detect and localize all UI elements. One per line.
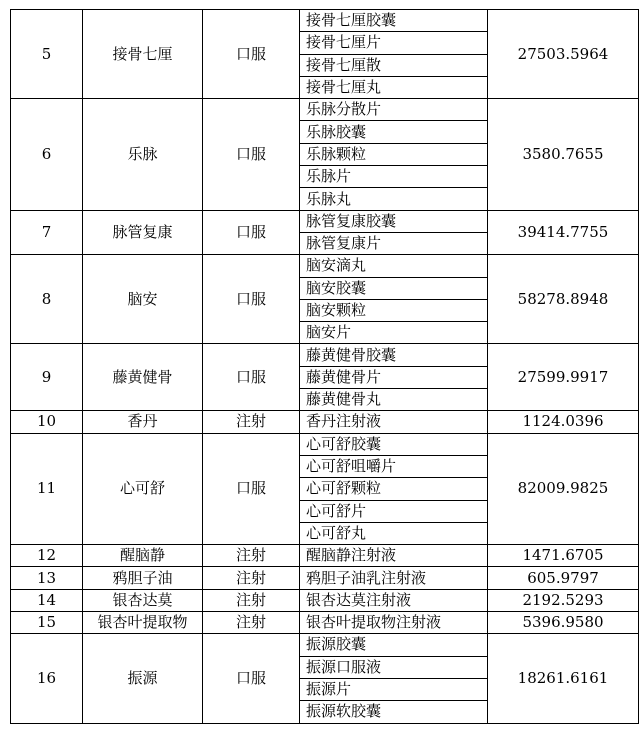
route: 口服 [203, 10, 300, 99]
row-number: 12 [11, 545, 83, 567]
table-row [11, 612, 639, 634]
drug-name: 藤黄健骨 [83, 344, 203, 411]
table-row [11, 99, 639, 121]
table-row [11, 10, 639, 32]
drug-name: 心可舒 [83, 433, 203, 544]
route: 口服 [203, 99, 300, 210]
amount: 58278.8948 [488, 255, 639, 344]
dosage-form: 振源口服液 [300, 656, 488, 678]
dosage-form: 接骨七厘片 [300, 32, 488, 54]
row-number: 9 [11, 344, 83, 411]
dosage-form: 脉管复康片 [300, 232, 488, 254]
route: 口服 [203, 634, 300, 723]
dosage-form: 鸦胆子油乳注射液 [300, 567, 488, 589]
dosage-form: 乐脉胶囊 [300, 121, 488, 143]
route: 口服 [203, 210, 300, 255]
table-row [11, 344, 639, 366]
row-number: 5 [11, 10, 83, 99]
row-number: 13 [11, 567, 83, 589]
amount: 1471.6705 [488, 545, 639, 567]
table-row [11, 634, 639, 656]
route: 注射 [203, 567, 300, 589]
table-row [11, 545, 639, 567]
dosage-form: 银杏叶提取物注射液 [300, 612, 488, 634]
drug-name: 振源 [83, 634, 203, 723]
amount: 5396.9580 [488, 612, 639, 634]
dosage-form: 脑安滴丸 [300, 255, 488, 277]
amount: 605.9797 [488, 567, 639, 589]
dosage-form: 脑安胶囊 [300, 277, 488, 299]
drug-table [10, 9, 639, 724]
dosage-form: 接骨七厘胶囊 [300, 10, 488, 32]
amount: 27599.9917 [488, 344, 639, 411]
amount: 27503.5964 [488, 10, 639, 99]
route: 口服 [203, 255, 300, 344]
dosage-form: 脑安颗粒 [300, 299, 488, 321]
amount: 18261.6161 [488, 634, 639, 723]
table-row [11, 433, 639, 455]
drug-name: 银杏达莫 [83, 589, 203, 611]
row-number: 14 [11, 589, 83, 611]
dosage-form: 乐脉分散片 [300, 99, 488, 121]
row-number: 10 [11, 411, 83, 433]
table-row [11, 589, 639, 611]
drug-name: 脑安 [83, 255, 203, 344]
table-row [11, 255, 639, 277]
route: 口服 [203, 344, 300, 411]
route: 注射 [203, 589, 300, 611]
dosage-form: 藤黄健骨胶囊 [300, 344, 488, 366]
route: 口服 [203, 433, 300, 544]
dosage-form: 振源片 [300, 678, 488, 700]
dosage-form: 接骨七厘散 [300, 54, 488, 76]
drug-name: 鸦胆子油 [83, 567, 203, 589]
table-row [11, 567, 639, 589]
dosage-form: 藤黄健骨丸 [300, 389, 488, 411]
amount: 2192.5293 [488, 589, 639, 611]
dosage-form: 心可舒片 [300, 500, 488, 522]
amount: 3580.7655 [488, 99, 639, 210]
dosage-form: 心可舒胶囊 [300, 433, 488, 455]
dosage-form: 接骨七厘丸 [300, 76, 488, 98]
row-number: 6 [11, 99, 83, 210]
drug-name: 银杏叶提取物 [83, 612, 203, 634]
table-row [11, 210, 639, 232]
dosage-form: 心可舒咀嚼片 [300, 455, 488, 477]
row-number: 16 [11, 634, 83, 723]
dosage-form: 脉管复康胶囊 [300, 210, 488, 232]
drug-name: 乐脉 [83, 99, 203, 210]
route: 注射 [203, 545, 300, 567]
dosage-form: 香丹注射液 [300, 411, 488, 433]
dosage-form: 醒脑静注射液 [300, 545, 488, 567]
drug-name: 香丹 [83, 411, 203, 433]
amount: 39414.7755 [488, 210, 639, 255]
drug-name: 脉管复康 [83, 210, 203, 255]
dosage-form: 振源软胶囊 [300, 701, 488, 723]
amount: 1124.0396 [488, 411, 639, 433]
dosage-form: 振源胶囊 [300, 634, 488, 656]
dosage-form: 心可舒颗粒 [300, 478, 488, 500]
dosage-form: 乐脉丸 [300, 188, 488, 210]
row-number: 7 [11, 210, 83, 255]
dosage-form: 藤黄健骨片 [300, 366, 488, 388]
drug-name: 醒脑静 [83, 545, 203, 567]
row-number: 8 [11, 255, 83, 344]
dosage-form: 银杏达莫注射液 [300, 589, 488, 611]
table-row [11, 411, 639, 433]
amount: 82009.9825 [488, 433, 639, 544]
route: 注射 [203, 411, 300, 433]
row-number: 15 [11, 612, 83, 634]
dosage-form: 心可舒丸 [300, 522, 488, 544]
dosage-form: 脑安片 [300, 322, 488, 344]
drug-name: 接骨七厘 [83, 10, 203, 99]
dosage-form: 乐脉片 [300, 166, 488, 188]
row-number: 11 [11, 433, 83, 544]
route: 注射 [203, 612, 300, 634]
drug-table-body [11, 10, 639, 724]
dosage-form: 乐脉颗粒 [300, 143, 488, 165]
